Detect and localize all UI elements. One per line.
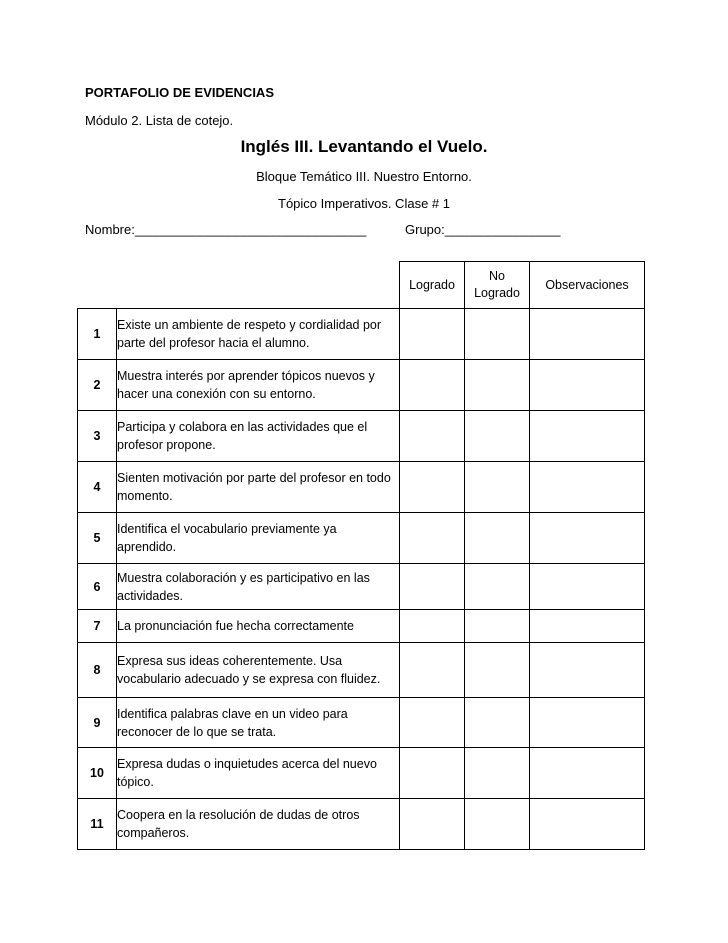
criterion-text: Identifica el vocabulario previamente ya aprendido. (117, 513, 400, 564)
observaciones-cell[interactable] (530, 360, 645, 411)
observaciones-cell[interactable] (530, 799, 645, 850)
no-logrado-cell[interactable] (465, 564, 530, 610)
logrado-cell[interactable] (400, 698, 465, 748)
no-logrado-cell[interactable] (465, 698, 530, 748)
observaciones-cell[interactable] (530, 411, 645, 462)
criterion-text: Participa y colabora en las actividades que el profesor propone. (117, 411, 400, 462)
module-label: Módulo 2. Lista de cotejo. (85, 113, 234, 128)
table-row (78, 799, 645, 850)
row-number: 1 (78, 309, 117, 360)
row-number: 5 (78, 513, 117, 564)
table-row (78, 411, 645, 462)
thematic-block: Bloque Temático III. Nuestro Entorno. (256, 169, 472, 184)
header-blank (78, 262, 117, 309)
logrado-cell[interactable] (400, 748, 465, 799)
observaciones-cell[interactable] (530, 748, 645, 799)
no-logrado-label: No Logrado (474, 269, 520, 300)
logrado-cell[interactable] (400, 643, 465, 698)
logrado-cell[interactable] (400, 564, 465, 610)
row-number: 8 (78, 643, 117, 698)
criterion-text: Existe un ambiente de respeto y cordialidad por parte del profesor hacia el alumno. (117, 309, 400, 360)
table-row (78, 748, 645, 799)
table-header-row (78, 262, 645, 309)
table-row (78, 564, 645, 610)
logrado-cell[interactable] (400, 411, 465, 462)
logrado-cell[interactable] (400, 610, 465, 643)
row-number: 2 (78, 360, 117, 411)
no-logrado-cell[interactable] (465, 610, 530, 643)
table-row (78, 643, 645, 698)
row-number: 9 (78, 698, 117, 748)
criterion-text: Expresa sus ideas coherentemente. Usa vocabulario adecuado y se expresa con fluidez. (117, 643, 400, 698)
portfolio-heading: PORTAFOLIO DE EVIDENCIAS (85, 85, 274, 100)
logrado-cell[interactable] (400, 360, 465, 411)
column-header-logrado: Logrado (400, 262, 465, 309)
no-logrado-cell[interactable] (465, 748, 530, 799)
criterion-text: Expresa dudas o inquietudes acerca del nuevo tópico. (117, 748, 400, 799)
no-logrado-cell[interactable] (465, 462, 530, 513)
no-logrado-cell[interactable] (465, 411, 530, 462)
observaciones-cell[interactable] (530, 513, 645, 564)
column-header-no-logrado (465, 262, 530, 309)
group-field: Grupo:________________ (405, 222, 561, 237)
observaciones-cell[interactable] (530, 698, 645, 748)
criterion-text: Muestra interés por aprender tópicos nuevos y hacer una conexión con su entorno. (117, 360, 400, 411)
criterion-text: Coopera en la resolución de dudas de otros compañeros. (117, 799, 400, 850)
no-logrado-cell[interactable] (465, 513, 530, 564)
criterion-text: La pronunciación fue hecha correctamente (117, 610, 400, 643)
row-number: 11 (78, 799, 117, 850)
topic-line: Tópico Imperativos. Clase # 1 (278, 196, 450, 211)
logrado-cell[interactable] (400, 513, 465, 564)
criterion-text: Sienten motivación por parte del profesor en todo momento. (117, 462, 400, 513)
no-logrado-cell[interactable] (465, 309, 530, 360)
table-row (78, 698, 645, 748)
logrado-cell[interactable] (400, 462, 465, 513)
logrado-cell[interactable] (400, 799, 465, 850)
no-logrado-cell[interactable] (465, 360, 530, 411)
column-header-observaciones: Observaciones (530, 262, 645, 309)
observaciones-cell[interactable] (530, 564, 645, 610)
row-number: 10 (78, 748, 117, 799)
observaciones-cell[interactable] (530, 309, 645, 360)
row-number: 7 (78, 610, 117, 643)
document-title: Inglés III. Levantando el Vuelo. (240, 137, 488, 156)
table-row (78, 513, 645, 564)
table-row (78, 462, 645, 513)
row-number: 3 (78, 411, 117, 462)
name-field: Nombre:________________________________ (85, 222, 367, 237)
checklist-table (77, 261, 645, 850)
table-row (78, 360, 645, 411)
observaciones-cell[interactable] (530, 643, 645, 698)
criterion-text: Identifica palabras clave en un video para reconocer de lo que se trata. (117, 698, 400, 748)
no-logrado-cell[interactable] (465, 643, 530, 698)
logrado-cell[interactable] (400, 309, 465, 360)
row-number: 6 (78, 564, 117, 610)
table-row (78, 610, 645, 643)
observaciones-cell[interactable] (530, 610, 645, 643)
criterion-text: Muestra colaboración y es participativo en las actividades. (117, 564, 400, 610)
table-row (78, 309, 645, 360)
row-number: 4 (78, 462, 117, 513)
observaciones-cell[interactable] (530, 462, 645, 513)
no-logrado-cell[interactable] (465, 799, 530, 850)
header-blank (117, 262, 400, 309)
